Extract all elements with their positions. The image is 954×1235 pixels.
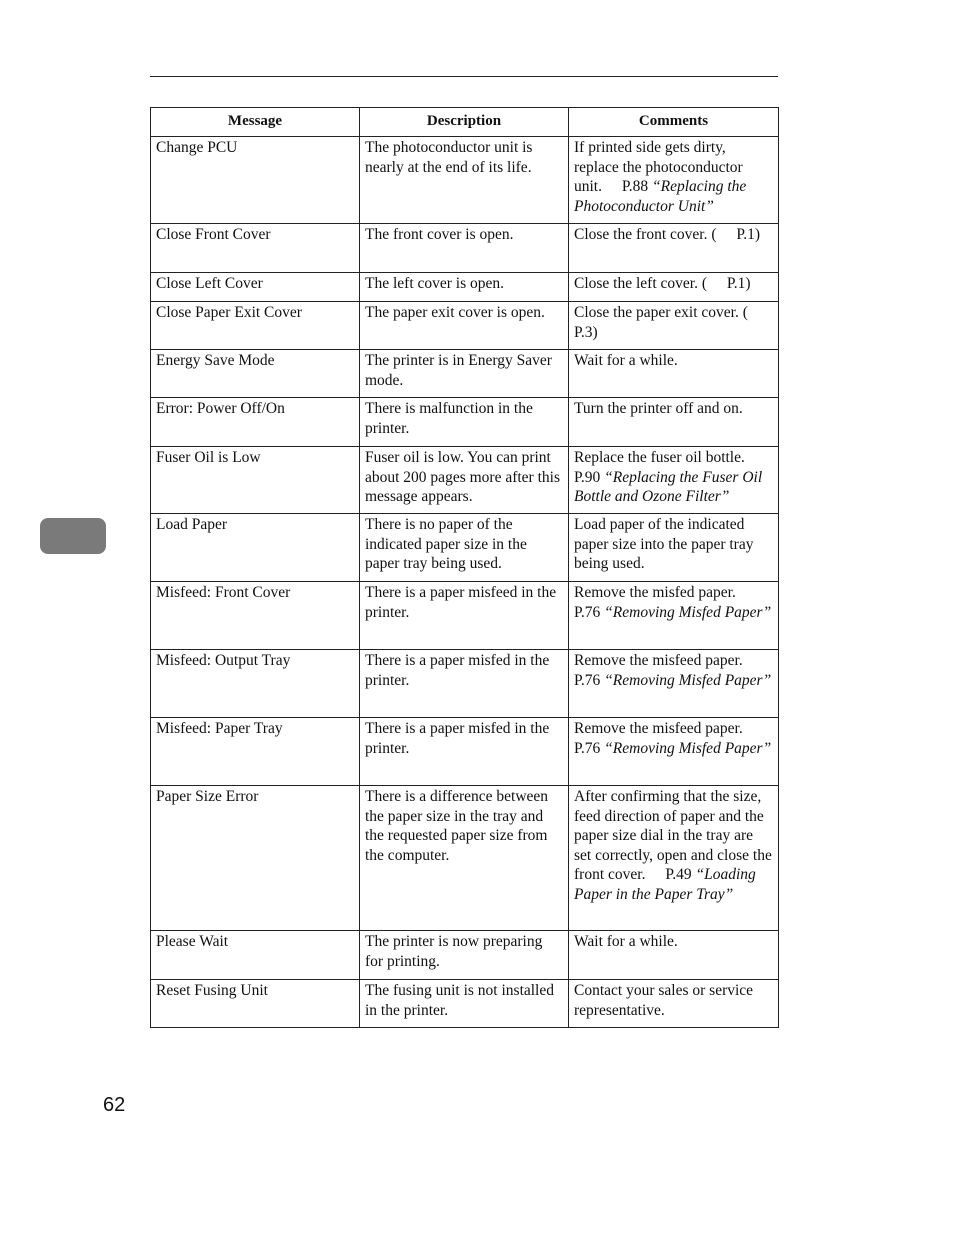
description-cell: The front cover is open.: [360, 224, 569, 273]
description-cell: There is a difference between the paper size in the tray and the requested paper size from the computer.: [360, 786, 569, 931]
reference-title: “Removing Misfed Paper”: [604, 739, 772, 757]
comments-cell: [569, 302, 779, 350]
description-cell: The left cover is open.: [360, 273, 569, 302]
comments-cell: [569, 980, 779, 1028]
message-table: [150, 107, 779, 1028]
header-description: Description: [360, 108, 569, 137]
comment-text: Wait for a while.: [574, 352, 678, 369]
comment-text: Remove the misfeed paper.: [574, 652, 743, 669]
message-cell: Misfeed: Output Tray: [151, 650, 360, 718]
header-row: [151, 108, 779, 137]
table-row: [151, 786, 779, 931]
comment-text: Turn the printer off and on.: [574, 400, 743, 417]
table-row: [151, 273, 779, 302]
page-number: 62: [103, 1094, 126, 1116]
comments-cell: [569, 931, 779, 980]
comment-text: Remove the misfed paper.: [574, 584, 736, 601]
reference-title: “Replacing the Fuser Oil Bottle and Ozone Filter”: [574, 468, 763, 505]
description-cell: There is malfunction in the printer.: [360, 398, 569, 447]
message-cell: Misfeed: Paper Tray: [151, 718, 360, 786]
comments-cell: [569, 398, 779, 447]
description-cell: The printer is in Energy Saver mode.: [360, 350, 569, 398]
message-cell: Reset Fusing Unit: [151, 980, 360, 1028]
message-cell: Change PCU: [151, 137, 360, 224]
reference-page-link[interactable]: P.49: [665, 866, 692, 883]
reference-page-link[interactable]: P.76: [574, 671, 601, 689]
reference-page-link[interactable]: P.90: [574, 468, 601, 486]
message-cell: Load Paper: [151, 514, 360, 582]
reference-title: “Loading Paper in the Paper Tray”: [574, 866, 756, 903]
comments-cell: [569, 650, 779, 718]
table-row: [151, 350, 779, 398]
header-message: Message: [151, 108, 360, 137]
message-cell: Paper Size Error: [151, 786, 360, 931]
comment-text: Wait for a while.: [574, 933, 678, 950]
comment-text: Contact your sales or service representative.: [574, 982, 754, 1019]
comment-text: Load paper of the indicated paper size into the paper tray being used.: [574, 516, 754, 572]
chapter-tab: [40, 518, 106, 554]
reference-page-link[interactable]: P.76: [574, 739, 601, 757]
reference-page-link[interactable]: P.3): [574, 323, 598, 341]
table-row: [151, 302, 779, 350]
description-cell: There is no paper of the indicated paper size in the paper tray being used.: [360, 514, 569, 582]
comments-cell: [569, 718, 779, 786]
comment-text: After confirming that the size, feed direction of paper and the paper size dial in the tray are set correctly, open and close the front cover.: [574, 788, 772, 883]
message-cell: Close Front Cover: [151, 224, 360, 273]
reference-title: “Removing Misfed Paper”: [604, 671, 772, 689]
table-row: [151, 398, 779, 447]
message-cell: Fuser Oil is Low: [151, 447, 360, 514]
table-row: [151, 137, 779, 224]
comments-cell: [569, 582, 779, 650]
message-cell: Close Left Cover: [151, 273, 360, 302]
reference-page-link[interactable]: P.1): [726, 275, 751, 292]
reference-page-link[interactable]: P.88: [621, 178, 649, 195]
message-cell: Energy Save Mode: [151, 350, 360, 398]
description-cell: There is a paper misfed in the printer.: [360, 650, 569, 718]
comment-text: Close the paper exit cover. (: [574, 304, 748, 321]
description-cell: There is a paper misfeed in the printer.: [360, 582, 569, 650]
reference-title: “Removing Misfed Paper”: [604, 603, 772, 621]
table-row: [151, 224, 779, 273]
comment-text: Replace the fuser oil bottle.: [574, 449, 745, 466]
table-row: [151, 514, 779, 582]
description-cell: The paper exit cover is open.: [360, 302, 569, 350]
table-row: [151, 582, 779, 650]
table-row: [151, 447, 779, 514]
comments-cell: [569, 447, 779, 514]
table-row: [151, 718, 779, 786]
message-cell: Misfeed: Front Cover: [151, 582, 360, 650]
comments-cell: [569, 273, 779, 302]
description-cell: There is a paper misfed in the printer.: [360, 718, 569, 786]
comments-cell: [569, 137, 779, 224]
table-row: [151, 980, 779, 1028]
header-rule: [150, 76, 778, 77]
comments-cell: [569, 224, 779, 273]
comment-text: Remove the misfeed paper.: [574, 720, 743, 737]
comment-text: Close the left cover. (: [574, 275, 707, 292]
comments-cell: [569, 514, 779, 582]
reference-page-link[interactable]: P.1): [736, 226, 761, 243]
description-cell: The fusing unit is not installed in the printer.: [360, 980, 569, 1028]
comments-cell: [569, 350, 779, 398]
comment-text: Close the front cover. (: [574, 226, 717, 243]
reference-page-link[interactable]: P.76: [574, 603, 601, 621]
description-cell: The printer is now preparing for printing.: [360, 931, 569, 980]
table-row: [151, 650, 779, 718]
message-cell: Close Paper Exit Cover: [151, 302, 360, 350]
message-cell: Error: Power Off/On: [151, 398, 360, 447]
header-comments: Comments: [569, 108, 779, 137]
table-body: [151, 137, 779, 1028]
table-row: [151, 931, 779, 980]
comment-text: If printed side gets dirty, replace the photoconductor unit.: [574, 139, 743, 195]
message-cell: Please Wait: [151, 931, 360, 980]
reference-title: “Replacing the Photoconductor Unit”: [574, 178, 747, 215]
description-cell: Fuser oil is low. You can print about 200 pages more after this message appears.: [360, 447, 569, 514]
description-cell: The photoconductor unit is nearly at the end of its life.: [360, 137, 569, 224]
comments-cell: [569, 786, 779, 931]
